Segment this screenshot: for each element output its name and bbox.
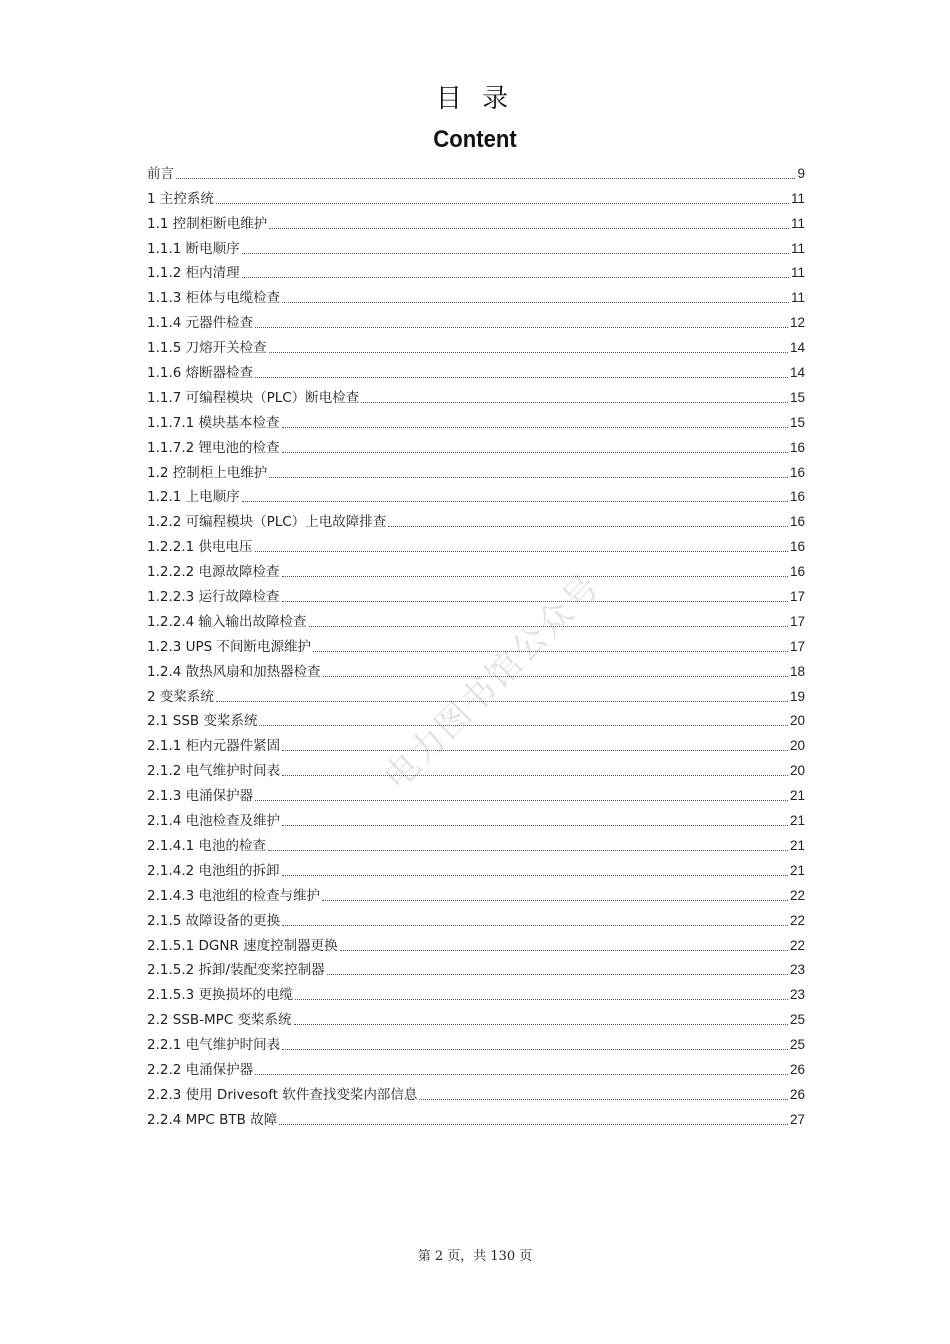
toc-entry[interactable] bbox=[147, 406, 805, 431]
toc-entry-page: 17 bbox=[789, 589, 805, 605]
toc-leader-dots bbox=[295, 999, 788, 1000]
toc-entry[interactable] bbox=[147, 929, 805, 954]
toc-leader-dots bbox=[340, 950, 788, 951]
toc-entry-page: 11 bbox=[790, 190, 805, 206]
toc-entry-label: 1.2.4 散热风扇和加热器检查 bbox=[147, 663, 321, 680]
toc-entry-label: 2.1.5.1 DGNR 速度控制器更换 bbox=[147, 937, 338, 954]
toc-leader-dots bbox=[361, 402, 788, 403]
toc-entry[interactable] bbox=[147, 356, 805, 381]
toc-entry[interactable] bbox=[147, 481, 805, 506]
toc-entry[interactable] bbox=[147, 804, 805, 829]
toc-leader-dots bbox=[269, 352, 788, 353]
toc-entry[interactable] bbox=[147, 381, 805, 406]
toc-leader-dots bbox=[294, 1024, 788, 1025]
toc-leader-dots bbox=[309, 626, 788, 627]
toc-entry-label: 1.2.2.1 供电电压 bbox=[147, 539, 253, 556]
toc-entry-page: 11 bbox=[790, 290, 805, 306]
toc-entry-label: 2.2.3 使用 Drivesoft 软件查找变桨内部信息 bbox=[147, 1086, 418, 1103]
toc-entry-label: 2.1.1 柜内元器件紧固 bbox=[147, 738, 281, 755]
toc-entry[interactable] bbox=[147, 530, 805, 555]
toc-entry[interactable] bbox=[147, 655, 805, 680]
toc-entry-page: 19 bbox=[789, 688, 805, 704]
toc-leader-dots bbox=[282, 302, 789, 303]
toc-entry-page: 16 bbox=[789, 464, 805, 480]
toc-leader-dots bbox=[279, 1124, 788, 1125]
toc-entry[interactable] bbox=[147, 829, 805, 854]
toc-entry-page: 21 bbox=[789, 813, 805, 829]
toc-entry[interactable] bbox=[147, 729, 805, 754]
toc-entry-label: 1.2.2.3 运行故障检查 bbox=[147, 589, 280, 606]
toc-entry-page: 18 bbox=[789, 663, 805, 679]
toc-leader-dots bbox=[242, 253, 789, 254]
toc-entry-label: 1.2.3 UPS 不间断电源维护 bbox=[147, 638, 312, 655]
toc-entry[interactable] bbox=[147, 854, 805, 879]
toc-entry[interactable] bbox=[147, 605, 805, 630]
toc-leader-dots bbox=[268, 850, 788, 851]
watermark-text: 电力图书馆公众号 bbox=[376, 566, 609, 798]
toc-entry-label: 1.2.2.4 输入输出故障检查 bbox=[147, 613, 307, 630]
toc-entry[interactable] bbox=[147, 182, 805, 207]
toc-entry-label: 1.2 控制柜上电维护 bbox=[147, 464, 268, 481]
toc-leader-dots bbox=[282, 875, 788, 876]
toc-entry[interactable] bbox=[147, 281, 805, 306]
toc-entry[interactable] bbox=[147, 1103, 805, 1128]
table-of-contents bbox=[147, 157, 805, 1128]
toc-leader-dots bbox=[216, 203, 789, 204]
toc-entry[interactable] bbox=[147, 1078, 805, 1103]
toc-entry[interactable] bbox=[147, 505, 805, 530]
toc-entry[interactable] bbox=[147, 1003, 805, 1028]
toc-entry-page: 15 bbox=[789, 414, 805, 430]
toc-entry-label: 2.2.2 电涌保护器 bbox=[147, 1061, 254, 1078]
toc-entry-label: 2.1.4.2 电池组的拆卸 bbox=[147, 862, 280, 879]
toc-leader-dots bbox=[242, 277, 789, 278]
toc-entry[interactable] bbox=[147, 580, 805, 605]
toc-leader-dots bbox=[216, 701, 788, 702]
toc-entry[interactable] bbox=[147, 954, 805, 979]
toc-leader-dots bbox=[322, 900, 788, 901]
toc-entry-label: 2.1.3 电涌保护器 bbox=[147, 788, 254, 805]
toc-entry-label: 1.2.2.2 电源故障检查 bbox=[147, 564, 280, 581]
toc-entry-label: 1.1.4 元器件检查 bbox=[147, 315, 254, 332]
toc-entry-label: 2.1.2 电气维护时间表 bbox=[147, 763, 281, 780]
toc-entry-label: 2.1.5.2 拆卸/装配变桨控制器 bbox=[147, 962, 325, 979]
toc-entry[interactable] bbox=[147, 456, 805, 481]
toc-entry[interactable] bbox=[147, 331, 805, 356]
page-footer: 第 2 页，共 130 页 bbox=[417, 1249, 533, 1264]
toc-leader-dots bbox=[242, 501, 788, 502]
toc-entry-label: 1.1.3 柜体与电缆检查 bbox=[147, 290, 281, 307]
toc-entry-page: 14 bbox=[789, 340, 805, 356]
toc-leader-dots bbox=[327, 974, 788, 975]
toc-entry-page: 16 bbox=[789, 439, 805, 455]
toc-entry-page: 16 bbox=[789, 514, 805, 530]
toc-leader-dots bbox=[255, 327, 788, 328]
toc-entry-label: 1.1.7.2 锂电池的检查 bbox=[147, 439, 280, 456]
toc-leader-dots bbox=[282, 601, 788, 602]
toc-entry-label: 1.1.7.1 模块基本检查 bbox=[147, 414, 280, 431]
toc-leader-dots bbox=[282, 750, 788, 751]
toc-entry-page: 22 bbox=[789, 937, 805, 953]
toc-leader-dots bbox=[282, 925, 788, 926]
toc-entry-label: 1.1.2 柜内清理 bbox=[147, 265, 240, 282]
toc-entry[interactable] bbox=[147, 630, 805, 655]
toc-entry-label: 1.1.6 熔断器检查 bbox=[147, 365, 254, 382]
toc-entry-page: 22 bbox=[789, 912, 805, 928]
toc-entry[interactable] bbox=[147, 1053, 805, 1078]
toc-entry[interactable] bbox=[147, 879, 805, 904]
toc-entry-page: 12 bbox=[789, 315, 805, 331]
toc-entry-page: 16 bbox=[789, 489, 805, 505]
toc-entry-label: 1.1.1 断电顺序 bbox=[147, 240, 240, 257]
toc-entry-page: 22 bbox=[789, 887, 805, 903]
toc-entry-label: 1.1.5 刀熔开关检查 bbox=[147, 340, 267, 357]
toc-entry[interactable] bbox=[147, 157, 805, 182]
toc-entry-page: 26 bbox=[789, 1061, 805, 1077]
toc-leader-dots bbox=[282, 427, 788, 428]
toc-leader-dots bbox=[282, 775, 788, 776]
toc-leader-dots bbox=[255, 800, 788, 801]
toc-entry-label: 前言 bbox=[147, 165, 174, 182]
toc-leader-dots bbox=[282, 825, 788, 826]
toc-leader-dots bbox=[269, 228, 789, 229]
toc-entry-page: 23 bbox=[789, 987, 805, 1003]
toc-leader-dots bbox=[255, 377, 788, 378]
toc-entry[interactable] bbox=[147, 680, 805, 705]
toc-entry-page: 23 bbox=[789, 962, 805, 978]
toc-entry-page: 17 bbox=[789, 638, 805, 654]
toc-entry-label: 1 主控系统 bbox=[147, 190, 214, 207]
toc-leader-dots bbox=[282, 576, 788, 577]
toc-entry[interactable] bbox=[147, 232, 805, 257]
toc-leader-dots bbox=[255, 551, 788, 552]
toc-leader-dots bbox=[176, 178, 795, 179]
toc-leader-dots bbox=[259, 725, 788, 726]
toc-entry-label: 2.1.5 故障设备的更换 bbox=[147, 912, 281, 929]
toc-entry[interactable] bbox=[147, 207, 805, 232]
toc-entry-label: 1.2.1 上电顺序 bbox=[147, 489, 240, 506]
toc-entry-label: 2 变桨系统 bbox=[147, 688, 214, 705]
toc-entry[interactable] bbox=[147, 978, 805, 1003]
toc-entry[interactable] bbox=[147, 754, 805, 779]
toc-leader-dots bbox=[388, 526, 788, 527]
toc-entry-page: 11 bbox=[790, 265, 805, 281]
toc-entry-page: 20 bbox=[789, 763, 805, 779]
toc-entry-page: 25 bbox=[789, 1012, 805, 1028]
toc-entry-page: 16 bbox=[789, 564, 805, 580]
toc-entry-page: 25 bbox=[789, 1037, 805, 1053]
toc-entry[interactable] bbox=[147, 779, 805, 804]
toc-entry-label: 1.2.2 可编程模块（PLC）上电故障排查 bbox=[147, 514, 387, 531]
toc-entry-page: 17 bbox=[789, 613, 805, 629]
page-title: 目 录 bbox=[435, 84, 515, 114]
toc-entry-label: 2.1 SSB 变桨系统 bbox=[147, 713, 258, 730]
toc-entry-page: 9 bbox=[797, 165, 805, 181]
toc-entry-page: 15 bbox=[789, 389, 805, 405]
toc-entry[interactable] bbox=[147, 431, 805, 456]
toc-entry-page: 20 bbox=[789, 713, 805, 729]
toc-entry-page: 27 bbox=[789, 1111, 805, 1127]
toc-entry[interactable] bbox=[147, 705, 805, 730]
toc-entry-label: 2.1.4.3 电池组的检查与维护 bbox=[147, 887, 321, 904]
toc-entry[interactable] bbox=[147, 555, 805, 580]
toc-leader-dots bbox=[269, 477, 788, 478]
toc-entry-page: 21 bbox=[789, 788, 805, 804]
toc-entry-label: 1.1.7 可编程模块（PLC）断电检查 bbox=[147, 389, 360, 406]
toc-leader-dots bbox=[323, 676, 788, 677]
toc-entry-page: 26 bbox=[789, 1086, 805, 1102]
toc-entry-label: 1.1 控制柜断电维护 bbox=[147, 215, 268, 232]
toc-entry[interactable] bbox=[147, 257, 805, 282]
toc-entry-label: 2.2.1 电气维护时间表 bbox=[147, 1037, 281, 1054]
toc-entry-page: 20 bbox=[789, 738, 805, 754]
toc-entry-label: 2.2.4 MPC BTB 故障 bbox=[147, 1111, 278, 1128]
toc-leader-dots bbox=[282, 1049, 788, 1050]
toc-entry-page: 21 bbox=[789, 862, 805, 878]
toc-entry-page: 11 bbox=[790, 215, 805, 231]
toc-leader-dots bbox=[313, 651, 788, 652]
toc-entry-label: 2.1.4 电池检查及维护 bbox=[147, 813, 281, 830]
toc-entry[interactable] bbox=[147, 1028, 805, 1053]
toc-entry-label: 2.1.4.1 电池的检查 bbox=[147, 837, 267, 854]
toc-entry-page: 11 bbox=[790, 240, 805, 256]
toc-entry-label: 2.2 SSB-MPC 变桨系统 bbox=[147, 1012, 292, 1029]
toc-leader-dots bbox=[419, 1099, 788, 1100]
toc-leader-dots bbox=[282, 452, 788, 453]
toc-entry-page: 14 bbox=[789, 365, 805, 381]
toc-leader-dots bbox=[255, 1074, 788, 1075]
toc-entry-page: 16 bbox=[789, 539, 805, 555]
page-subtitle: Content bbox=[433, 126, 517, 153]
toc-entry-label: 2.1.5.3 更换损坏的电缆 bbox=[147, 987, 294, 1004]
toc-entry[interactable] bbox=[147, 306, 805, 331]
toc-entry-page: 21 bbox=[789, 837, 805, 853]
toc-entry[interactable] bbox=[147, 904, 805, 929]
